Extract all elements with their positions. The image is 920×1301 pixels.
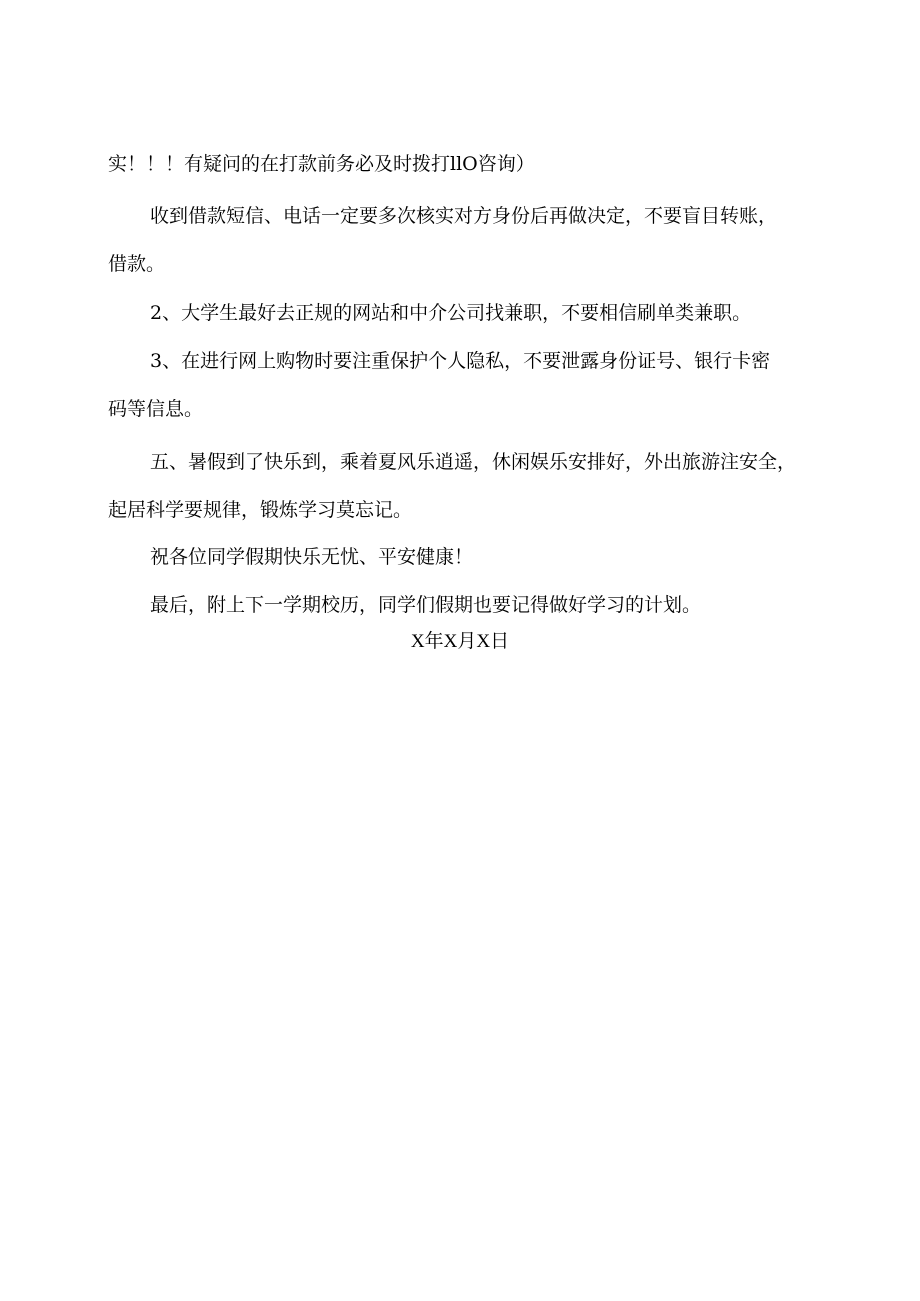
paragraph-line: 最后，附上下一学期校历，同学们假期也要记得做好学习的计划。 bbox=[150, 594, 702, 616]
document-date: X年X月X日 bbox=[410, 631, 510, 652]
paragraph-line: 借款。 bbox=[108, 253, 166, 275]
paragraph-line: 3、在进行网上购物时要注重保护个人隐私，不要泄露身份证号、银行卡密 bbox=[150, 350, 771, 372]
paragraph-line: 祝各位同学假期快乐无忧、平安健康！ bbox=[150, 546, 474, 568]
paragraph-line: 2、大学生最好去正规的网站和中介公司找兼职，不要相信刷单类兼职。 bbox=[150, 302, 752, 324]
paragraph-line: 码等信息。 bbox=[108, 398, 204, 420]
paragraph-line: 起居科学要规律，锻炼学习莫忘记。 bbox=[108, 499, 413, 521]
paragraph-line: 收到借款短信、电话一定要多次核实对方身份后再做决定，不要盲目转账， bbox=[150, 205, 778, 227]
paragraph-line: 实！！！有疑问的在打款前务必及时拨打llO咨询） bbox=[108, 153, 535, 175]
paragraph-line: 五、暑假到了快乐到，乘着夏风乐逍遥，休闲娱乐安排好，外出旅游注安全， bbox=[150, 451, 797, 473]
